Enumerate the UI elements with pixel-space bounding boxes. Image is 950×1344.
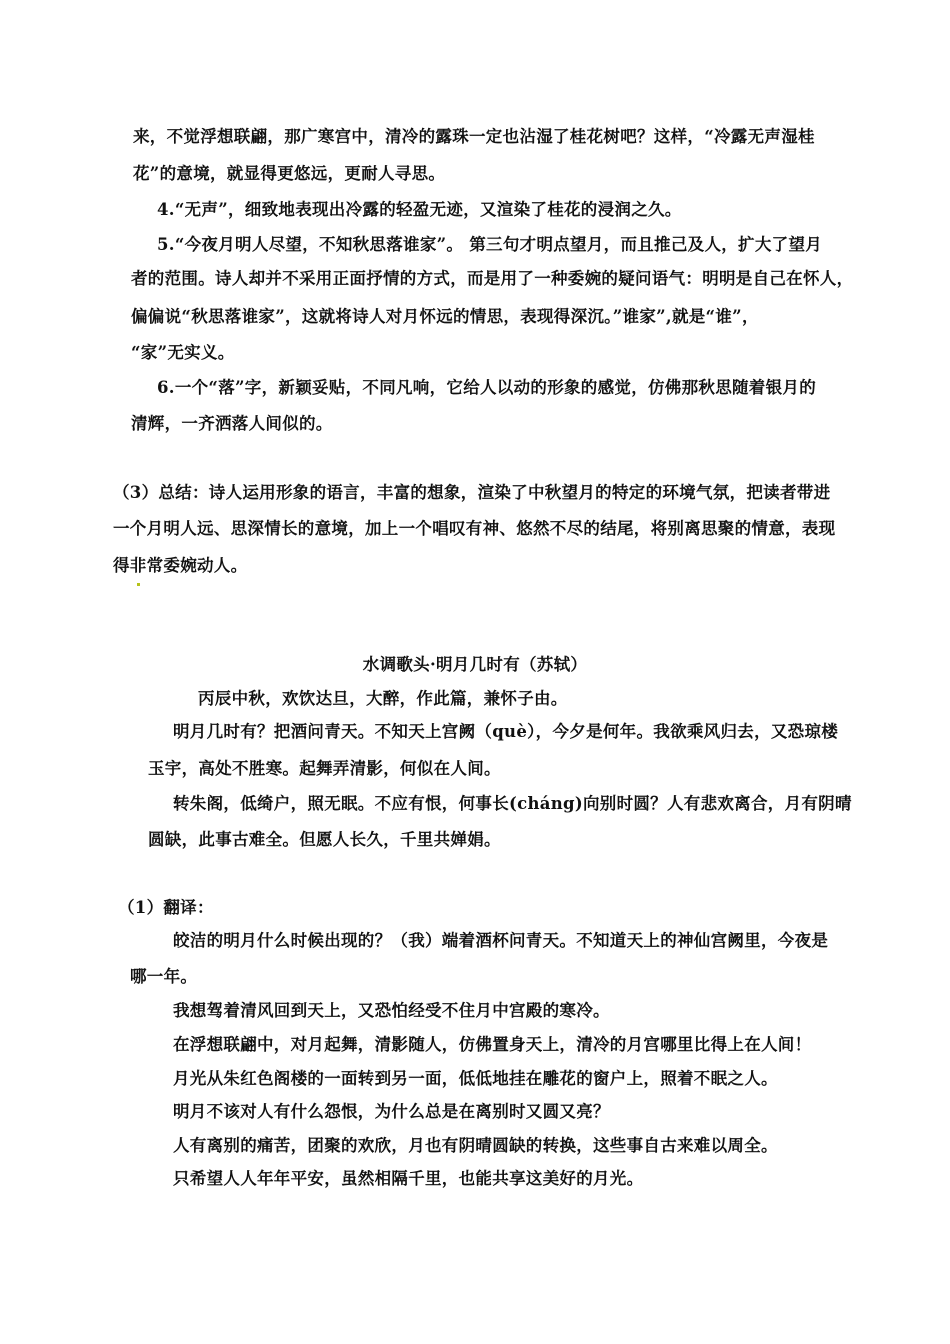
translation-line-5: 月光从朱红色阁楼的一面转到另一面，低低地挂在雕花的窗户上，照着不眠之人。 bbox=[173, 1069, 778, 1088]
analysis-line-1: 来，不觉浮想联翩，那广寒宫中，清冷的露珠一定也沾湿了桂花树吧？这样，“冷露无声湿桂 bbox=[133, 127, 815, 146]
poem-line-3: 转朱阁，低绮户，照无眠。不应有恨，何事长(cháng)向别时圆？人有悲欢离合，月有阴晴 bbox=[173, 794, 852, 813]
stray-mark bbox=[137, 583, 140, 586]
analysis-line-6: 偏偏说“秋思落谁家”，这就将诗人对月怀远的情思，表现得深沉。”谁家”,就是“谁”， bbox=[131, 307, 759, 326]
summary-line-3: 得非常委婉动人。 bbox=[113, 556, 248, 575]
translation-heading: （1）翻译： bbox=[118, 898, 214, 917]
summary-line-2: 一个月明人远、思深情长的意境，加上一个唱叹有神、悠然不尽的结尾，将别离思聚的情意，表现 bbox=[113, 519, 836, 538]
analysis-point-4: 4.“无声”，细致地表现出冷露的轻盈无迹，又渲染了桂花的浸润之久。 bbox=[157, 200, 682, 219]
analysis-line-7: “家”无实义。 bbox=[131, 343, 235, 362]
translation-line-7: 人有离别的痛苦，团聚的欢欣，月也有阴晴圆缺的转换，这些事自古来难以周全。 bbox=[173, 1136, 778, 1155]
poem-preface: 丙辰中秋，欢饮达旦，大醉，作此篇，兼怀子由。 bbox=[198, 689, 568, 708]
analysis-line-2: 花”的意境，就显得更悠远，更耐人寻思。 bbox=[133, 164, 446, 183]
translation-line-2: 哪一年。 bbox=[130, 967, 198, 986]
poem-title: 水调歌头·明月几时有（苏轼） bbox=[362, 655, 588, 674]
analysis-point-5: 5.“今夜月明人尽望，不知秋思落谁家”。 第三句才明点望月，而且推己及人，扩大了望月 bbox=[157, 235, 823, 254]
translation-line-1: 皎洁的明月什么时候出现的？（我）端着酒杯问青天。不知道天上的神仙宫阙里，今夜是 bbox=[173, 931, 829, 950]
poem-line-2: 玉宇，高处不胜寒。起舞弄清影，何似在人间。 bbox=[148, 759, 501, 778]
poem-line-4: 圆缺，此事古难全。但愿人长久，千里共婵娟。 bbox=[148, 830, 501, 849]
translation-line-3: 我想驾着清风回到天上，又恐怕经受不住月中宫殿的寒冷。 bbox=[173, 1001, 610, 1020]
poem-line-1: 明月几时有？把酒问青天。不知天上宫阙（què），今夕是何年。我欲乘风归去，又恐琼楼 bbox=[173, 722, 839, 741]
analysis-point-6: 6.一个“落”字，新颖妥贴，不同凡响，它给人以动的形象的感觉，仿佛那秋思随着银月的 bbox=[157, 378, 817, 397]
translation-line-8: 只希望人人年年平安，虽然相隔千里，也能共享这美好的月光。 bbox=[173, 1169, 644, 1188]
translation-line-6: 明月不该对人有什么怨恨，为什么总是在离别时又圆又亮？ bbox=[173, 1102, 610, 1121]
analysis-line-9: 清辉，一齐洒落人间似的。 bbox=[131, 414, 333, 433]
analysis-line-5: 者的范围。诗人却并不采用正面抒情的方式，而是用了一种委婉的疑问语气：明明是自己在怀人， bbox=[131, 269, 854, 288]
translation-line-4: 在浮想联翩中，对月起舞，清影随人，仿佛置身天上，清冷的月宫哪里比得上在人间！ bbox=[173, 1035, 812, 1054]
summary-line-1: （3）总结：诗人运用形象的语言，丰富的想象，渲染了中秋望月的特定的环境气氛，把读者带进 bbox=[113, 483, 831, 502]
